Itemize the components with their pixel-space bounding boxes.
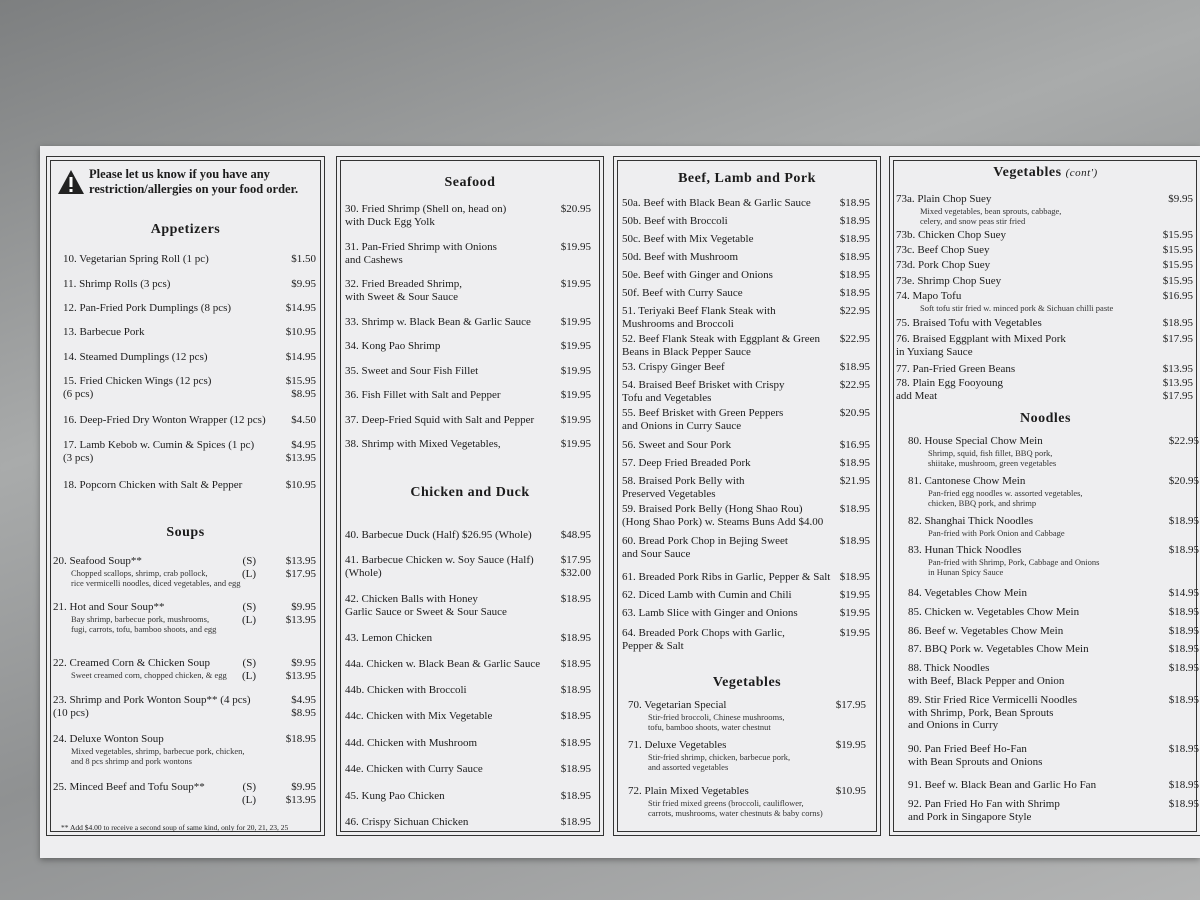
item-description: Chopped scallops, shrimp, crab pollock, rice vermicelli noodles, diced vegetables, and egg — [71, 568, 241, 588]
item-name: 73e. Shrimp Chop Suey — [896, 275, 1002, 287]
item-name: 30. Fried Shrimp (Shell on, head on) with Duck Egg Yolk — [345, 203, 507, 228]
item-price: $20.95 — [839, 407, 870, 419]
panel-vegetables-noodles — [889, 156, 1200, 836]
item-name: 25. Minced Beef and Tofu Soup** — [53, 781, 205, 793]
item-price: $18.95 — [839, 535, 870, 547]
item-description: Stir-fried shrimp, chicken, barbecue pork, and assorted vegetables — [648, 752, 791, 772]
item-price: $19.95 — [839, 607, 870, 619]
item-price: $18.95 — [839, 287, 870, 299]
item-price: $18.95 — [1168, 662, 1199, 674]
item-price: $18.95 — [839, 503, 870, 515]
item-name: 14. Steamed Dumplings (12 pcs) — [63, 351, 208, 363]
item-name: 73b. Chicken Chop Suey — [896, 229, 1006, 241]
item-name: 44c. Chicken with Mix Vegetable — [345, 710, 493, 722]
allergy-notice-text: Please let us know if you have any restriction/allergies on your food order. — [89, 167, 299, 196]
item-name: 54. Braised Beef Brisket with Crispy Tofu and Vegetables — [622, 379, 785, 404]
item-name: 36. Fish Fillet with Salt and Pepper — [345, 389, 501, 401]
item-price: $21.95 — [839, 475, 870, 487]
panel-appetizers-soups — [46, 156, 325, 836]
item-description: Stir-fried broccoli, Chinese mushrooms, tofu, bamboo shoots, water chestnut — [648, 712, 785, 732]
item-price: $4.50 — [291, 414, 316, 426]
item-price: $17.95 — [835, 699, 866, 711]
item-price: $14.95 — [1168, 587, 1199, 599]
item-price: $19.95 — [560, 389, 591, 401]
item-price: $4.95 $13.95 — [285, 439, 316, 464]
item-price: $22.95 — [1168, 435, 1199, 447]
panel-beef-lamb-pork — [613, 156, 881, 836]
section-heading-noodles: Noodles — [1020, 411, 1071, 426]
item-name: 50a. Beef with Black Bean & Garlic Sauce — [622, 197, 811, 209]
item-name: 34. Kong Pao Shrimp — [345, 340, 441, 352]
item-name: 32. Fried Breaded Shrimp, with Sweet & Sour Sauce — [345, 278, 463, 303]
item-price: $18.95 — [560, 593, 591, 605]
allergy-notice — [57, 167, 312, 201]
item-price: $15.95 — [1162, 275, 1193, 287]
item-name: 63. Lamb Slice with Ginger and Onions — [622, 607, 798, 619]
item-description: Pan-fried egg noodles w. assorted vegetables, chicken, BBQ pork, and shrimp — [928, 488, 1083, 508]
item-price: $19.95 — [560, 278, 591, 290]
item-name: 21. Hot and Sour Soup** — [53, 601, 165, 613]
item-name: 50e. Beef with Ginger and Onions — [622, 269, 773, 281]
item-name: 10. Vegetarian Spring Roll (1 pc) — [63, 253, 209, 265]
item-price: $17.95 $32.00 — [560, 554, 591, 579]
item-price: $19.95 — [839, 589, 870, 601]
item-name: 41. Barbecue Chicken w. Soy Sauce (Half) (Whole) — [345, 554, 534, 579]
item-name: 56. Sweet and Sour Pork — [622, 439, 732, 451]
item-price: $18.95 — [1168, 779, 1199, 791]
soup-footnote: ** Add $4.00 to receive a second soup of same kind, only for 20, 21, 23, 25 — [61, 823, 289, 832]
item-price: $19.95 — [560, 365, 591, 377]
item-price: $17.95 — [1162, 333, 1193, 345]
item-name: 61. Breaded Pork Ribs in Garlic, Pepper & Salt — [622, 571, 831, 583]
item-name: 44a. Chicken w. Black Bean & Garlic Sauce — [345, 658, 541, 670]
item-price: $18.95 — [560, 632, 591, 644]
section-heading-soups: Soups — [166, 525, 205, 540]
item-name: 86. Beef w. Vegetables Chow Mein — [908, 625, 1064, 637]
item-name: 88. Thick Noodles with Beef, Black Pepper and Onion — [908, 662, 1065, 687]
section-heading-appetizers: Appetizers — [150, 222, 221, 237]
item-name: 64. Breaded Pork Chops with Garlic, Pepper & Salt — [622, 627, 785, 652]
item-name: 73d. Pork Chop Suey — [896, 259, 991, 271]
item-price: $9.95 $13.95 — [285, 781, 316, 806]
item-price: $19.95 — [560, 316, 591, 328]
item-price: $18.95 — [560, 710, 591, 722]
item-price: $9.95 — [1168, 193, 1193, 205]
item-name: 50f. Beef with Curry Sauce — [622, 287, 743, 299]
item-price: $18.95 — [1168, 606, 1199, 618]
item-name: 40. Barbecue Duck (Half) $26.95 (Whole) — [345, 529, 532, 541]
item-name: 87. BBQ Pork w. Vegetables Chow Mein — [908, 643, 1089, 655]
section-heading-vegetables: Vegetables — [712, 675, 782, 690]
item-price: $18.95 — [560, 816, 591, 828]
item-description: Stir fried mixed greens (broccoli, cauliflower, carrots, mushrooms, water chestnuts & baby corns) — [648, 798, 823, 818]
item-name: 74. Mapo Tofu — [896, 290, 962, 302]
item-name: 75. Braised Tofu with Vegetables — [896, 317, 1042, 329]
item-name: 37. Deep-Fried Squid with Salt and Pepper — [345, 414, 535, 426]
item-name: 59. Braised Pork Belly (Hong Shao Rou) (Hong Shao Pork) w. Steams Buns Add $4.00 — [622, 503, 824, 528]
item-name: 42. Chicken Balls with Honey Garlic Sauce or Sweet & Sour Sauce — [345, 593, 507, 618]
item-price: $15.95 — [1162, 229, 1193, 241]
item-price: $48.95 — [560, 529, 591, 541]
item-price: $19.95 — [839, 627, 870, 639]
item-price: $13.95 — [1162, 363, 1193, 375]
item-name: 58. Braised Pork Belly with Preserved Vegetables — [622, 475, 745, 500]
vegetables-cont-note: (cont') — [1065, 167, 1098, 179]
item-name: 77. Pan-Fried Green Beans — [896, 363, 1016, 375]
item-name: 46. Crispy Sichuan Chicken — [345, 816, 469, 828]
item-name: 51. Teriyaki Beef Flank Steak with Mushrooms and Broccoli — [622, 305, 776, 330]
item-name: 31. Pan-Fried Shrimp with Onions and Cashews — [345, 241, 497, 266]
item-name: 11. Shrimp Rolls (3 pcs) — [63, 278, 171, 290]
item-description: Pan-fried with Shrimp, Pork, Cabbage and Onions in Hunan Spicy Sauce — [928, 557, 1100, 577]
item-name: 12. Pan-Fried Pork Dumplings (8 pcs) — [63, 302, 232, 314]
item-price: $19.95 — [560, 241, 591, 253]
item-price: $18.95 — [839, 457, 870, 469]
item-price: $22.95 — [839, 333, 870, 345]
item-price: $15.95 $8.95 — [285, 375, 316, 400]
item-price: $18.95 — [1168, 694, 1199, 706]
item-name: 20. Seafood Soup** — [53, 555, 142, 567]
item-price: $22.95 — [839, 305, 870, 317]
item-price: $18.95 — [1162, 317, 1193, 329]
item-name: 84. Vegetables Chow Mein — [908, 587, 1027, 599]
item-name: 73c. Beef Chop Suey — [896, 244, 990, 256]
item-description: Mixed vegetables, shrimp, barbecue pork, chicken, and 8 pcs shrimp and pork wontons — [71, 746, 245, 766]
item-description: Bay shrimp, barbecue pork, mushrooms, fugi, carrots, tofu, bamboo shoots, and egg — [71, 614, 217, 634]
item-name: 71. Deluxe Vegetables — [628, 739, 727, 751]
item-name: 53. Crispy Ginger Beef — [622, 361, 725, 373]
item-price: $19.95 — [560, 414, 591, 426]
item-name: 89. Stir Fried Rice Vermicelli Noodles with Shrimp, Pork, Bean Sprouts and Onions in Curry — [908, 694, 1078, 731]
item-price: $10.95 — [835, 785, 866, 797]
item-price: $18.95 — [1168, 798, 1199, 810]
item-price: $19.95 — [560, 340, 591, 352]
item-name: 91. Beef w. Black Bean and Garlic Ho Fan — [908, 779, 1097, 791]
item-price: $18.95 — [1168, 743, 1199, 755]
item-name: 22. Creamed Corn & Chicken Soup — [53, 657, 211, 669]
item-price: $18.95 — [839, 197, 870, 209]
item-name: 50d. Beef with Mushroom — [622, 251, 739, 263]
item-price: $22.95 — [839, 379, 870, 391]
item-name: 44d. Chicken with Mushroom — [345, 737, 477, 749]
item-price: $13.95 $17.95 — [285, 555, 316, 580]
item-price: $18.95 — [839, 233, 870, 245]
item-name: 17. Lamb Kebob w. Cumin & Spices (1 pc) (3 pcs) — [63, 439, 255, 464]
item-name: 80. House Special Chow Mein — [908, 435, 1043, 447]
item-price: $15.95 — [1162, 244, 1193, 256]
item-price: $18.95 — [560, 658, 591, 670]
item-price: $18.95 — [839, 361, 870, 373]
item-name: 44e. Chicken with Curry Sauce — [345, 763, 483, 775]
item-price: $9.95 — [291, 278, 316, 290]
item-price: $18.95 — [285, 733, 316, 745]
item-name: 50b. Beef with Broccoli — [622, 215, 728, 227]
item-price: $14.95 — [285, 302, 316, 314]
item-price: $10.95 — [285, 479, 316, 491]
item-name: 72. Plain Mixed Vegetables — [628, 785, 749, 797]
item-name: 15. Fried Chicken Wings (12 pcs) (6 pcs) — [63, 375, 212, 400]
item-description: Sweet creamed corn, chopped chicken, & egg — [71, 670, 227, 680]
warning-icon — [57, 169, 85, 195]
item-price: $20.95 — [560, 203, 591, 215]
item-price: $18.95 — [1168, 643, 1199, 655]
item-name: 90. Pan Fried Beef Ho-Fan with Bean Sprouts and Onions — [908, 743, 1043, 768]
item-name: 62. Diced Lamb with Cumin and Chili — [622, 589, 792, 601]
item-name: 92. Pan Fried Ho Fan with Shrimp and Pork in Singapore Style — [908, 798, 1060, 823]
item-name: 73a. Plain Chop Suey — [896, 193, 992, 205]
item-name: 44b. Chicken with Broccoli — [345, 684, 467, 696]
item-price: $18.95 — [839, 571, 870, 583]
item-price: $16.95 — [1162, 290, 1193, 302]
item-description: Shrimp, squid, fish fillet, BBQ pork, shiitake, mushroom, green vegetables — [928, 448, 1057, 468]
item-price: $18.95 — [1168, 625, 1199, 637]
vegetables-cont-title: Vegetables — [993, 165, 1062, 180]
item-name: 82. Shanghai Thick Noodles — [908, 515, 1034, 527]
item-price: $14.95 — [285, 351, 316, 363]
item-price: $13.95 $17.95 — [1162, 377, 1193, 402]
item-description: Soft tofu stir fried w. minced pork & Sichuan chilli paste — [920, 303, 1114, 313]
panel-seafood-chicken — [336, 156, 604, 836]
item-price: $15.95 — [1162, 259, 1193, 271]
item-name: 24. Deluxe Wonton Soup — [53, 733, 164, 745]
item-description: Pan-fried with Pork Onion and Cabbage — [928, 528, 1065, 538]
item-name: 55. Beef Brisket with Green Peppers and Onions in Curry Sauce — [622, 407, 784, 432]
section-heading-chicken-duck: Chicken and Duck — [410, 485, 530, 500]
item-price: $19.95 — [835, 739, 866, 751]
item-price: $9.95 $13.95 — [285, 657, 316, 682]
item-name: 76. Braised Eggplant with Mixed Pork in Yuxiang Sauce — [896, 333, 1066, 358]
item-name: 43. Lemon Chicken — [345, 632, 433, 644]
item-name: 13. Barbecue Pork — [63, 326, 145, 338]
item-price: $18.95 — [839, 215, 870, 227]
item-price: $18.95 — [1168, 515, 1199, 527]
item-price: $1.50 — [291, 253, 316, 265]
item-name: 70. Vegetarian Special — [628, 699, 727, 711]
item-size: (S) (L) — [241, 657, 256, 682]
item-price: $18.95 — [839, 269, 870, 281]
item-price: $18.95 — [560, 790, 591, 802]
item-name: 16. Deep-Fried Dry Wonton Wrapper (12 pcs) — [63, 414, 266, 426]
item-price: $10.95 — [285, 326, 316, 338]
item-name: 60. Bread Pork Chop in Bejing Sweet and Sour Sauce — [622, 535, 788, 560]
item-price: $16.95 — [839, 439, 870, 451]
item-size: (S) (L) — [241, 601, 256, 626]
item-price: $18.95 — [560, 737, 591, 749]
section-heading-vegetables-cont — [890, 165, 1200, 181]
item-name: 83. Hunan Thick Noodles — [908, 544, 1022, 556]
item-name: 45. Kung Pao Chicken — [345, 790, 445, 802]
item-price: $20.95 — [1168, 475, 1199, 487]
menu-sheet — [40, 146, 1200, 858]
item-name: 50c. Beef with Mix Vegetable — [622, 233, 754, 245]
item-price: $18.95 — [560, 684, 591, 696]
item-price: $19.95 — [560, 438, 591, 450]
item-name: 52. Beef Flank Steak with Eggplant & Green Beans in Black Pepper Sauce — [622, 333, 820, 358]
item-name: 78. Plain Egg Fooyoung add Meat — [896, 377, 1003, 402]
item-description: Mixed vegetables, bean sprouts, cabbage, celery, and snow peas stir fried — [920, 206, 1062, 226]
item-name: 57. Deep Fried Breaded Pork — [622, 457, 751, 469]
item-price: $4.95 $8.95 — [291, 694, 316, 719]
item-name: 85. Chicken w. Vegetables Chow Mein — [908, 606, 1080, 618]
item-name: 23. Shrimp and Pork Wonton Soup** (4 pcs) (10 pcs) — [53, 694, 251, 719]
item-size: (S) (L) — [241, 781, 256, 806]
item-name: 18. Popcorn Chicken with Salt & Pepper — [63, 479, 243, 491]
section-heading-beef: Beef, Lamb and Pork — [678, 171, 816, 186]
item-name: 33. Shrimp w. Black Bean & Garlic Sauce — [345, 316, 531, 328]
item-name: 35. Sweet and Sour Fish Fillet — [345, 365, 479, 377]
item-name: 81. Cantonese Chow Mein — [908, 475, 1026, 487]
item-price: $18.95 — [1168, 544, 1199, 556]
item-price: $18.95 — [560, 763, 591, 775]
section-heading-seafood: Seafood — [444, 175, 496, 190]
item-name: 38. Shrimp with Mixed Vegetables, — [345, 438, 501, 450]
item-size: (S) (L) — [241, 555, 256, 580]
item-price: $18.95 — [839, 251, 870, 263]
item-price: $9.95 $13.95 — [285, 601, 316, 626]
